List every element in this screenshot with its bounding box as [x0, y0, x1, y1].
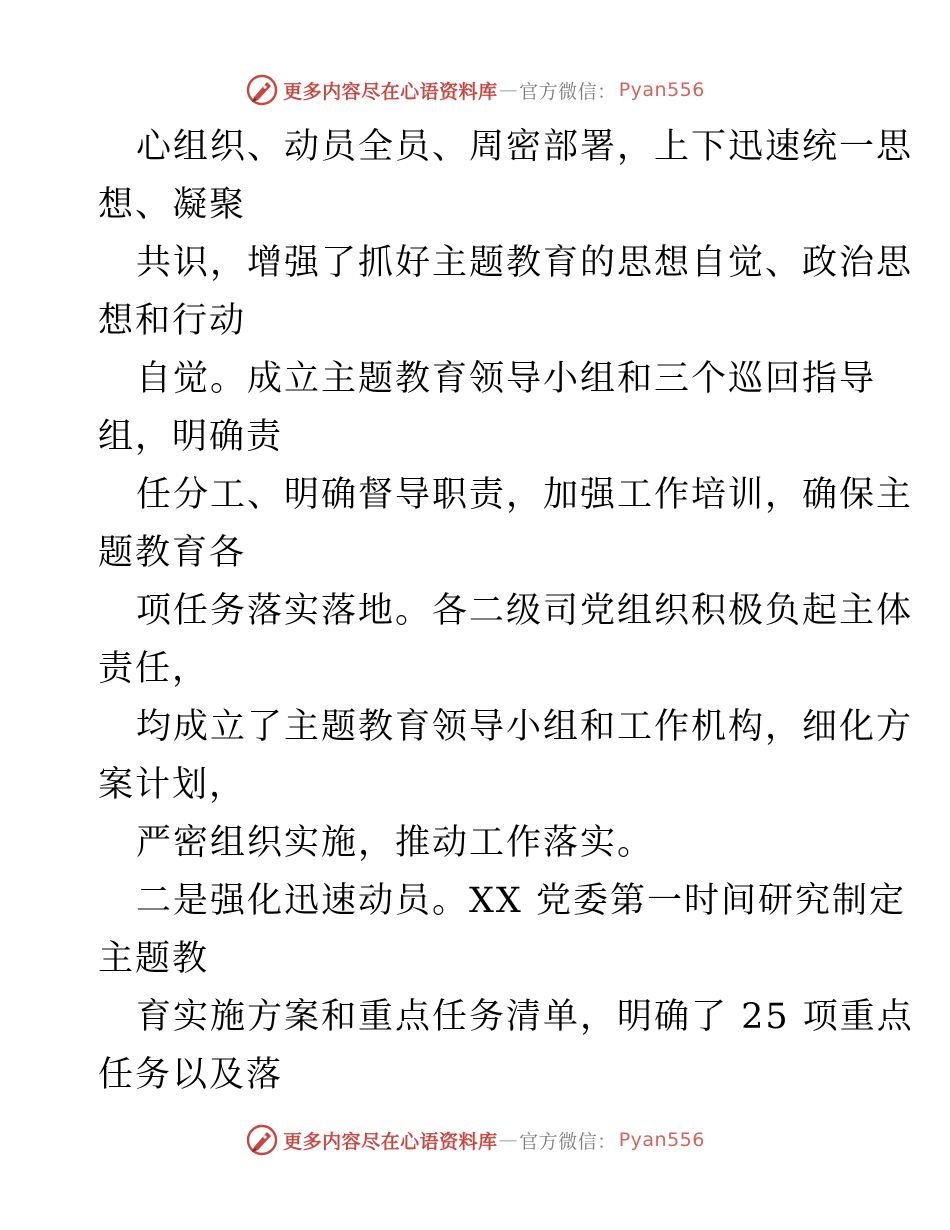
- text-line: 责任，: [98, 649, 210, 689]
- document-body: [98, 118, 914, 1104]
- header-banner: [0, 70, 950, 110]
- text-line: 题教育各: [98, 533, 247, 573]
- text-line: 二是强化迅速动员。XX 党委第一时间研究制定: [136, 881, 906, 921]
- text-line: 自觉。成立主题教育领导小组和三个巡回指导: [136, 359, 877, 399]
- banner-dash: —: [498, 1129, 519, 1151]
- text-line: 共识，增强了抓好主题教育的思想自觉、政治思: [136, 243, 914, 283]
- pen-nib-logo-icon: [245, 1123, 279, 1157]
- footer-banner: [0, 1120, 950, 1160]
- site-slogan: 更多内容尽在心语资料库: [283, 80, 498, 103]
- text-line: 严密组织实施，推动工作落实。: [136, 823, 655, 863]
- text-line: 育实施方案和重点任务清单，明确了 25 项重点: [136, 997, 914, 1037]
- pen-nib-logo-icon: [245, 73, 279, 107]
- text-line: 组，明确责: [98, 417, 284, 457]
- wechat-id: Pyan556: [618, 1129, 705, 1151]
- text-line: 任务以及落: [98, 1055, 284, 1095]
- text-line: 任分工、明确督导职责，加强工作培训，确保主: [136, 475, 914, 515]
- text-line: 项任务落实落地。各二级司党组织积极负起主体: [136, 591, 914, 631]
- text-line: 想、凝聚: [98, 185, 247, 225]
- text-line: 主题教: [98, 939, 210, 979]
- banner-dash: —: [498, 79, 519, 101]
- text-line: 想和行动: [98, 301, 247, 341]
- wechat-id: Pyan556: [618, 79, 705, 101]
- site-slogan: 更多内容尽在心语资料库: [283, 1130, 498, 1153]
- text-line: 均成立了主题教育领导小组和工作机构，细化方: [136, 707, 914, 747]
- wechat-label: 官方微信：: [519, 80, 617, 103]
- text-line: 心组织、动员全员、周密部署，上下迅速统一思: [136, 127, 914, 167]
- wechat-label: 官方微信：: [519, 1130, 617, 1153]
- text-line: 案计划，: [98, 765, 247, 805]
